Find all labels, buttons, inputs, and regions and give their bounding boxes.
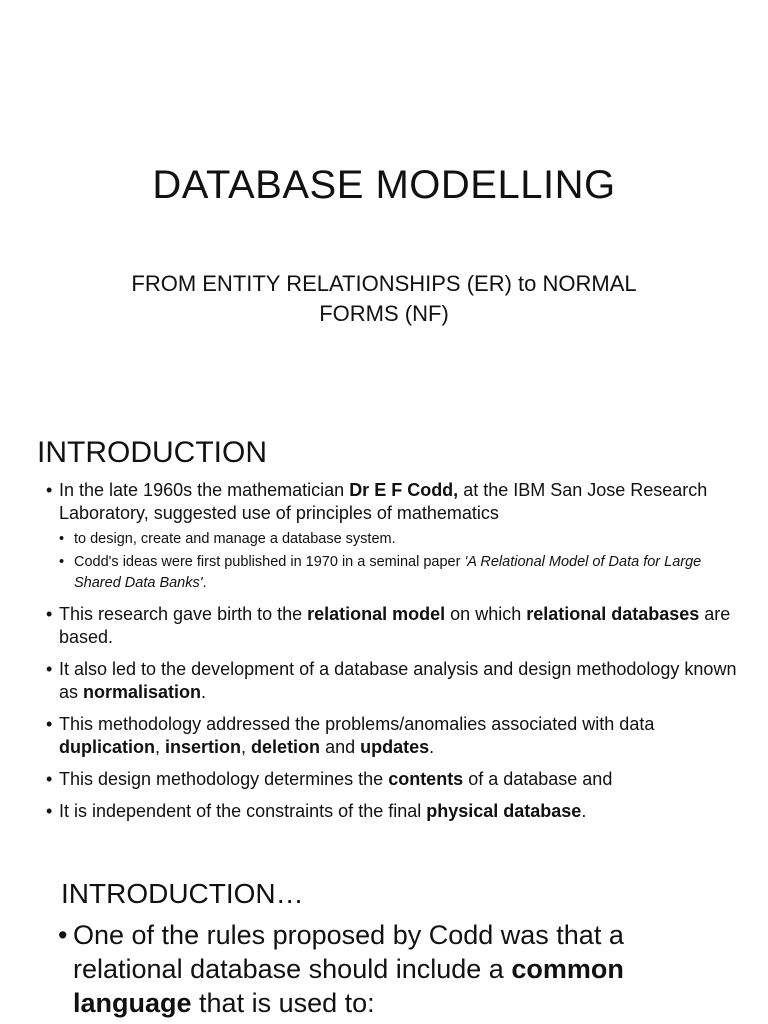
- bullet-text: Codd's ideas were first published in 1970 in a seminal paper: [74, 554, 465, 570]
- bullet-text: ,: [155, 737, 166, 757]
- bullet-text: are based.: [59, 604, 731, 647]
- bullet-text: In the late 1960s the mathematician: [59, 480, 350, 500]
- bullet-text: of a database and: [463, 769, 613, 789]
- bold-text: deletion: [251, 737, 321, 757]
- bullet-text: This design methodology determines the: [59, 769, 389, 789]
- bold-text: common language: [73, 954, 624, 1018]
- sub-bullet-paper: [59, 552, 746, 594]
- bullet-text: at the IBM San Jose Research Laboratory, suggested use of principles of mathematics: [59, 480, 708, 523]
- bullet-text: ,: [241, 737, 252, 757]
- sub-bullet-design: • to design, create and manage a database system.: [59, 529, 746, 550]
- bullet-text: It also led to the development of a database analysis and design methodology known as: [59, 659, 737, 702]
- bullet-text: and: [320, 737, 361, 757]
- bullet-physical-database: [46, 800, 746, 823]
- introduction-continued-slide: [0, 852, 768, 1024]
- paper-title: 'A Relational Model of Data for Large Shared Data Banks': [74, 554, 702, 591]
- bold-text: relational model: [307, 604, 446, 624]
- bullet-list: [58, 918, 738, 1020]
- bullet-text: This research gave birth to the: [59, 604, 308, 624]
- bullet-anomalies: [46, 713, 746, 759]
- bold-text: Dr E F Codd,: [349, 480, 459, 500]
- bullet-text: This methodology addressed the problems/anomalies associated with data: [59, 714, 655, 734]
- bullet-text: .: [429, 737, 435, 757]
- section-heading: INTRODUCTION: [37, 436, 267, 469]
- bullet-normalisation: [46, 658, 746, 704]
- bold-text: duplication: [59, 737, 155, 757]
- title-slide: [0, 0, 768, 410]
- bullet-text: on which: [445, 604, 527, 624]
- section-heading: INTRODUCTION…: [61, 878, 304, 909]
- bold-text: insertion: [165, 737, 242, 757]
- bold-text: contents: [388, 769, 464, 789]
- bullet-text: It is independent of the constraints of the final: [59, 801, 427, 821]
- slide-title: DATABASE MODELLING: [152, 163, 616, 207]
- bullet-common-language: [58, 918, 738, 1020]
- bold-text: physical database: [426, 801, 582, 821]
- bullet-text: .: [201, 682, 207, 702]
- bold-text: normalisation: [83, 682, 202, 702]
- bullet-text: that is used to:: [191, 988, 375, 1018]
- sub-bullet-list: [59, 529, 746, 594]
- bullet-relational-model: [46, 603, 746, 649]
- bold-text: relational databases: [526, 604, 700, 624]
- slide-subtitle: FROM ENTITY RELATIONSHIPS (ER) to NORMAL FORMS (NF): [131, 271, 637, 326]
- bullet-list: [46, 479, 746, 832]
- bold-text: updates: [360, 737, 430, 757]
- bullet-contents: [46, 768, 746, 791]
- introduction-slide: [0, 416, 768, 846]
- bullet-codd: [46, 479, 746, 594]
- bullet-text: .: [581, 801, 587, 821]
- bullet-text: One of the rules proposed by Codd was that a relational database should include a: [73, 920, 624, 984]
- bullet-text: .: [202, 575, 207, 591]
